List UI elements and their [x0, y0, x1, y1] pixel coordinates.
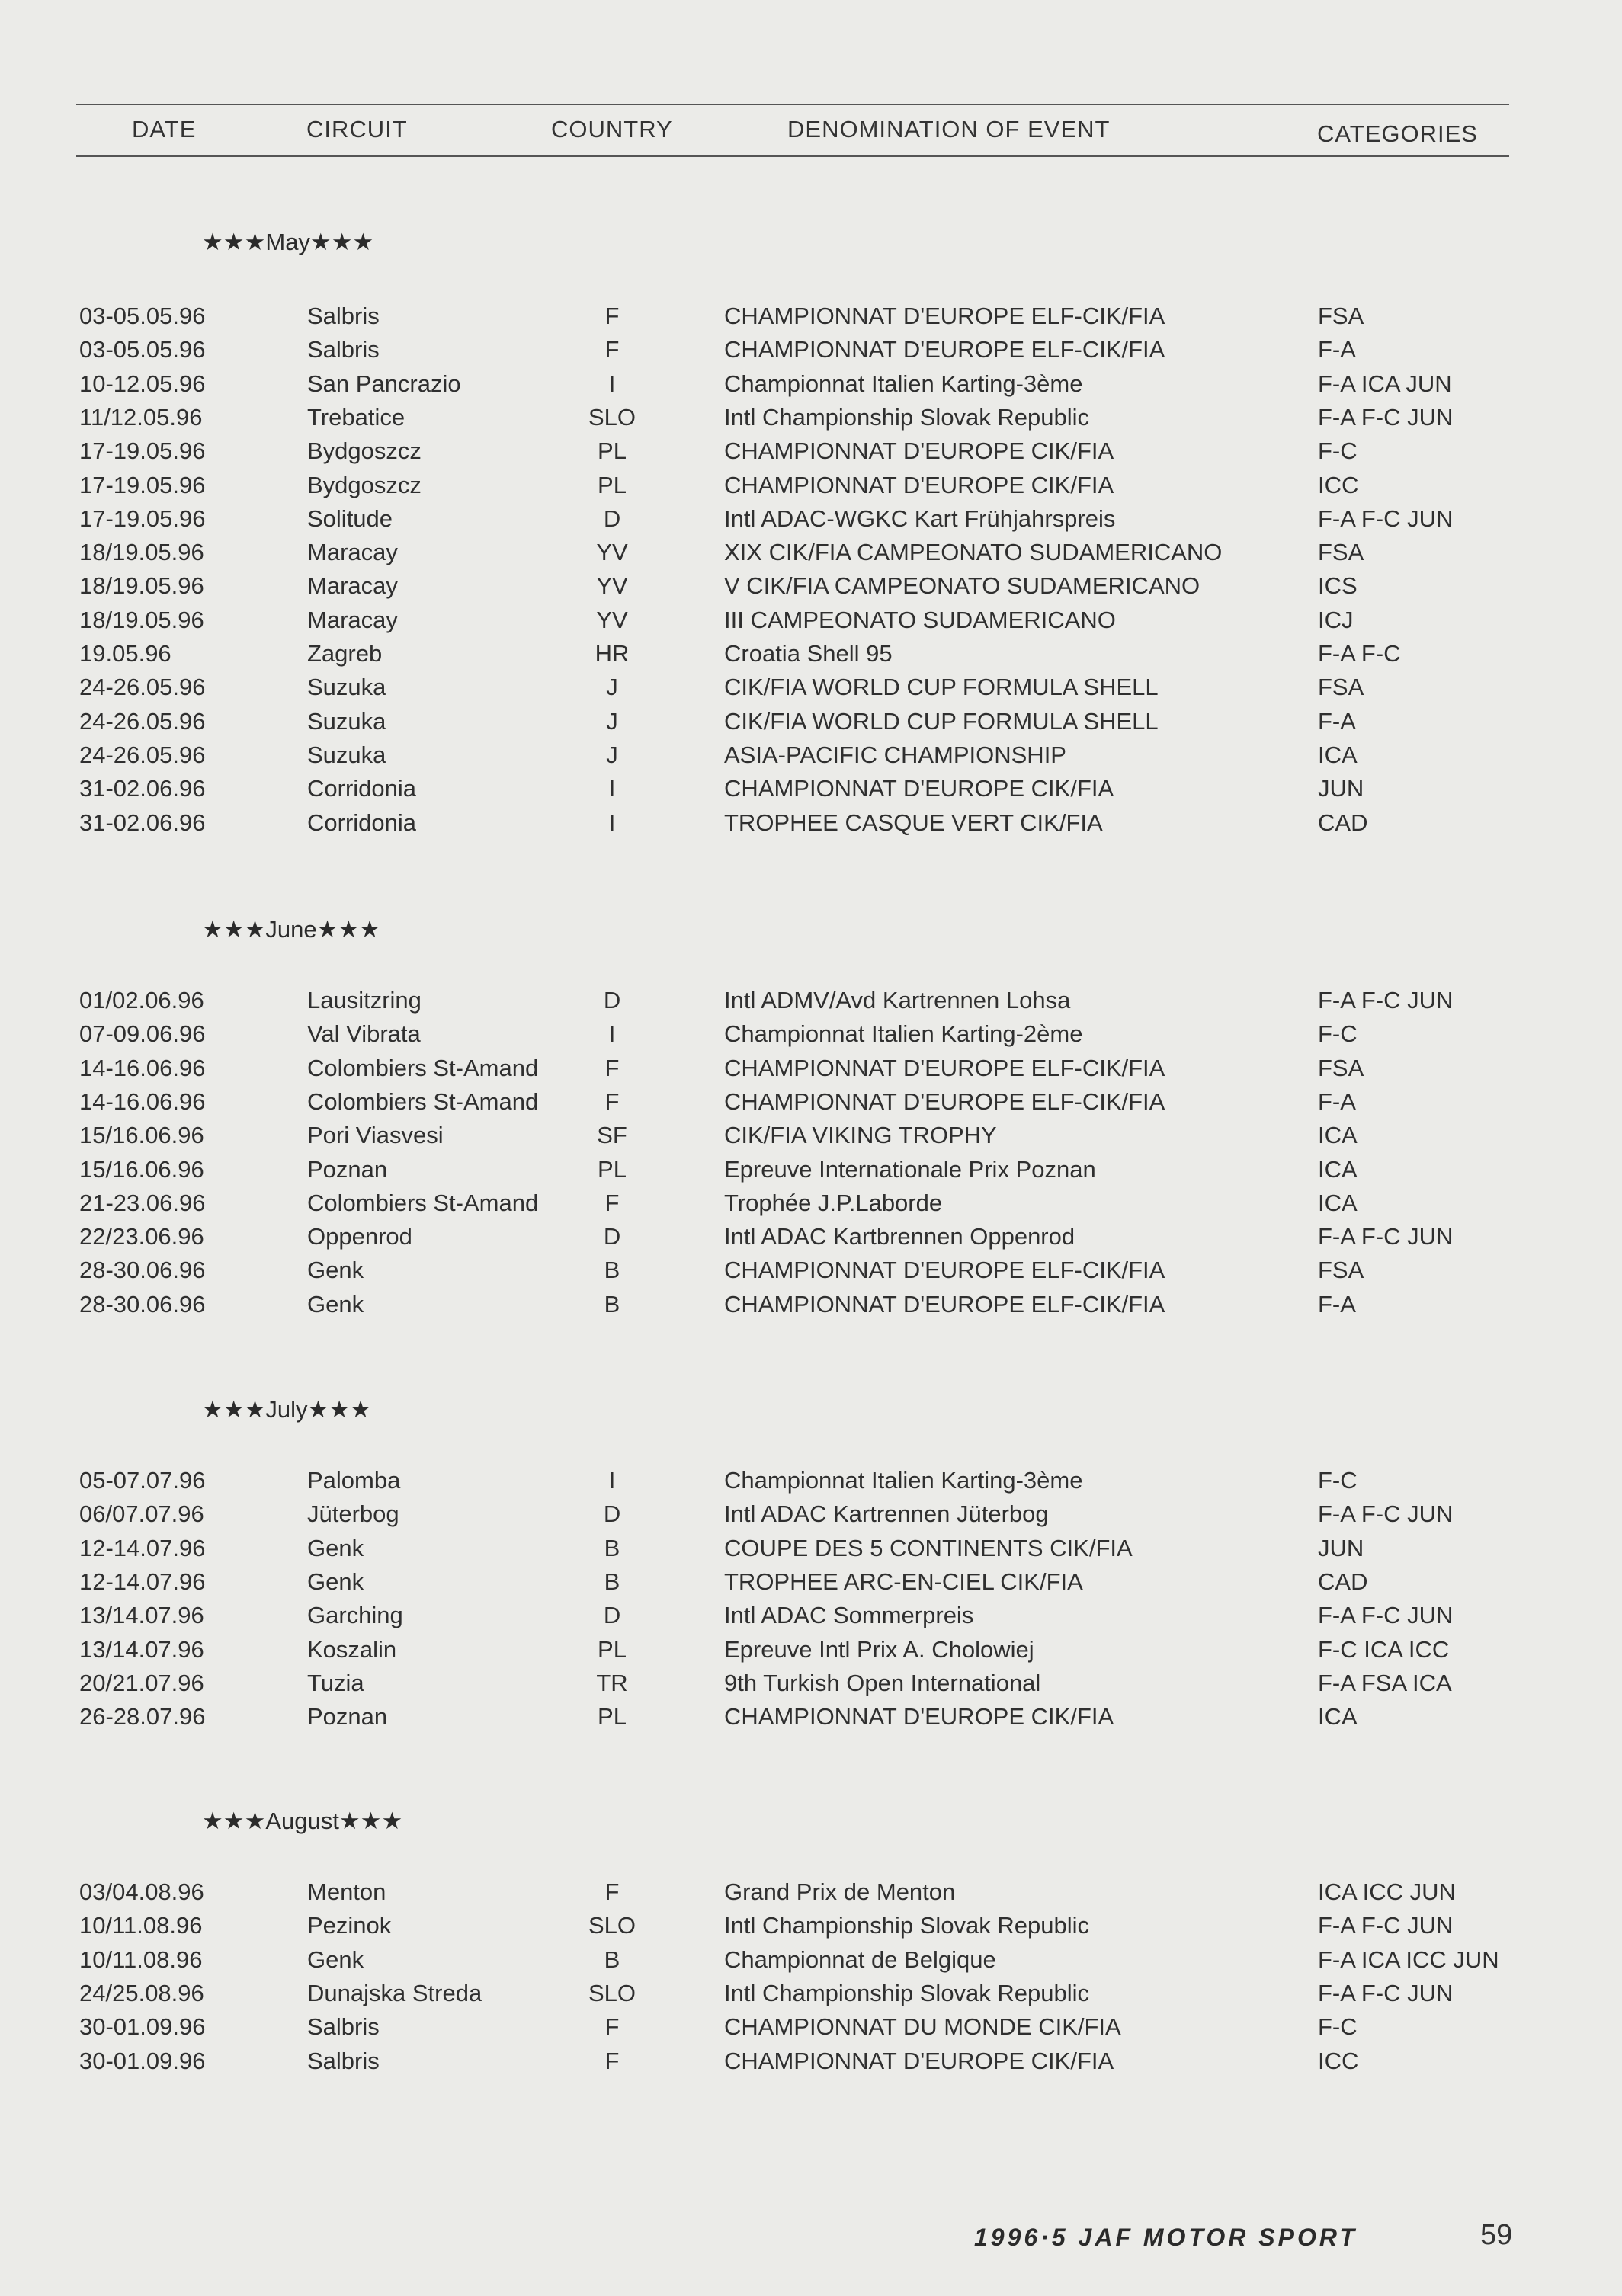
cell-event: Intl Championship Slovak Republic	[724, 1912, 1090, 1939]
cell-event: Grand Prix de Menton	[724, 1878, 956, 1905]
table-row: 30-01.09.96 Salbris F CHAMPIONNAT DU MONDE CIK/FIA F-C	[79, 2013, 1358, 2040]
table-row: 18/19.05.96 Maracay YV XIX CIK/FIA CAMPEONATO SUDAMERICANO FSA	[79, 539, 1364, 565]
cell-event: Championnat de Belgique	[724, 1946, 996, 1973]
cell-circuit: Genk	[307, 1535, 364, 1561]
cell-circuit: Maracay	[307, 572, 398, 599]
cell-date: 24-26.05.96	[79, 674, 206, 700]
cell-date: 21-23.06.96	[79, 1190, 206, 1216]
cell-event: Trophée J.P.Laborde	[724, 1190, 943, 1216]
cell-event: Championnat Italien Karting-2ème	[724, 1020, 1083, 1047]
cell-event: Intl ADAC Kartbrennen Oppenrod	[724, 1223, 1075, 1250]
cell-event: Epreuve Internationale Prix Poznan	[724, 1156, 1096, 1183]
footer-title: 1996·5 JAF MOTOR SPORT	[974, 2224, 1358, 2251]
cell-event: ASIA-PACIFIC CHAMPIONSHIP	[724, 741, 1066, 768]
cell-date: 06/07.07.96	[79, 1500, 204, 1527]
table-row: 28-30.06.96 Genk B CHAMPIONNAT D'EUROPE ELF-CIK/FIA FSA	[79, 1257, 1364, 1283]
cell-categories: F-A F-C JUN	[1318, 1223, 1454, 1250]
table-row: 15/16.06.96 Poznan PL Epreuve Internationale Prix Poznan ICA	[79, 1156, 1358, 1183]
cell-event: CHAMPIONNAT D'EUROPE CIK/FIA	[724, 472, 1114, 498]
cell-circuit: Dunajska Streda	[307, 1980, 482, 2006]
cell-event: TROPHEE CASQUE VERT CIK/FIA	[724, 809, 1103, 836]
column-header-country: COUNTRY	[551, 116, 673, 142]
cell-categories: FSA	[1318, 674, 1364, 700]
cell-date: 28-30.06.96	[79, 1257, 206, 1283]
cell-date: 17-19.05.96	[79, 505, 206, 532]
cell-circuit: Trebatice	[307, 404, 406, 431]
table-row: 17-19.05.96 Bydgoszcz PL CHAMPIONNAT D'EUROPE CIK/FIA ICC	[79, 472, 1359, 498]
cell-date: 17-19.05.96	[79, 472, 206, 498]
cell-event: III CAMPEONATO SUDAMERICANO	[724, 607, 1116, 633]
cell-circuit: Pezinok	[307, 1912, 392, 1939]
cell-event: Croatia Shell 95	[724, 640, 893, 667]
cell-date: 18/19.05.96	[79, 539, 204, 565]
cell-event: CIK/FIA VIKING TROPHY	[724, 1122, 997, 1148]
table-row: 03/04.08.96 Menton F Grand Prix de Menton ICA ICC JUN	[79, 1878, 1456, 1905]
table-row: 13/14.07.96 Koszalin PL Epreuve Intl Prix A. Cholowiej F-C ICA ICC	[79, 1636, 1450, 1663]
cell-circuit: Maracay	[307, 539, 398, 565]
table-row: 21-23.06.96 Colombiers St-Amand F Trophée J.P.Laborde ICA	[79, 1190, 1358, 1216]
cell-circuit: Bydgoszcz	[307, 472, 422, 498]
column-header-circuit: CIRCUIT	[306, 116, 408, 142]
cell-date: 01/02.06.96	[79, 987, 204, 1014]
cell-event: Intl ADMV/Avd Kartrennen Lohsa	[724, 987, 1071, 1014]
cell-categories: ICA	[1318, 1190, 1358, 1216]
cell-circuit: Tuzia	[307, 1670, 364, 1696]
table-row: 14-16.06.96 Colombiers St-Amand F CHAMPIONNAT D'EUROPE ELF-CIK/FIA FSA	[79, 1055, 1364, 1081]
cell-categories: F-C	[1318, 437, 1358, 464]
table-row: 06/07.07.96 Jüterbog D Intl ADAC Kartrennen Jüterbog F-A F-C JUN	[79, 1500, 1454, 1527]
cell-circuit: Lausitzring	[307, 987, 422, 1014]
cell-date: 05-07.07.96	[79, 1467, 206, 1494]
cell-circuit: Val Vibrata	[307, 1020, 421, 1047]
cell-circuit: Solitude	[307, 505, 393, 532]
cell-circuit: Suzuka	[307, 674, 386, 700]
table-row: 30-01.09.96 Salbris F CHAMPIONNAT D'EUROPE CIK/FIA ICC	[79, 2048, 1359, 2074]
cell-event: CIK/FIA WORLD CUP FORMULA SHELL	[724, 708, 1159, 735]
table-row: 19.05.96 Zagreb HR Croatia Shell 95 F-A F-C	[79, 640, 1401, 667]
table-row: 11/12.05.96 Trebatice SLO Intl Championship Slovak Republic F-A F-C JUN	[79, 404, 1454, 431]
cell-date: 03-05.05.96	[79, 303, 206, 329]
cell-date: 12-14.07.96	[79, 1535, 206, 1561]
cell-circuit: Salbris	[307, 336, 380, 363]
cell-date: 26-28.07.96	[79, 1703, 206, 1730]
cell-categories: F-A F-C JUN	[1318, 1912, 1454, 1939]
table-row: 17-19.05.96 Bydgoszcz PL CHAMPIONNAT D'EUROPE CIK/FIA F-C	[79, 437, 1358, 464]
cell-categories: FSA	[1318, 303, 1364, 329]
cell-circuit: Poznan	[307, 1156, 388, 1183]
cell-circuit: Pori Viasvesi	[307, 1122, 444, 1148]
cell-categories: ICA	[1318, 1156, 1358, 1183]
cell-categories: F-A F-C JUN	[1318, 505, 1454, 532]
cell-date: 10/11.08.96	[79, 1946, 203, 1973]
cell-circuit: Genk	[307, 1946, 364, 1973]
cell-categories: FSA	[1318, 539, 1364, 565]
month-heading: ★★★June★★★	[202, 916, 380, 943]
cell-circuit: Jüterbog	[307, 1500, 399, 1527]
cell-categories: F-A	[1318, 708, 1356, 735]
cell-categories: F-A F-C JUN	[1318, 1500, 1454, 1527]
table-row: 20/21.07.96 Tuzia TR 9th Turkish Open International F-A FSA ICA	[79, 1670, 1452, 1696]
cell-event: CHAMPIONNAT D'EUROPE ELF-CIK/FIA	[724, 1257, 1165, 1283]
cell-event: CHAMPIONNAT D'EUROPE ELF-CIK/FIA	[724, 1055, 1165, 1081]
cell-date: 11/12.05.96	[79, 404, 203, 431]
table-row: 24-26.05.96 Suzuka J CIK/FIA WORLD CUP FORMULA SHELL F-A	[79, 708, 1356, 735]
cell-date: 24-26.05.96	[79, 708, 206, 735]
cell-event: Intl ADAC Sommerpreis	[724, 1602, 974, 1628]
cell-categories: F-A ICA JUN	[1318, 370, 1452, 397]
cell-categories: ICC	[1318, 2048, 1359, 2074]
cell-event: Championnat Italien Karting-3ème	[724, 370, 1083, 397]
cell-event: Intl ADAC Kartrennen Jüterbog	[724, 1500, 1049, 1527]
cell-categories: F-A F-C JUN	[1318, 404, 1454, 431]
cell-event: CHAMPIONNAT D'EUROPE ELF-CIK/FIA	[724, 1088, 1165, 1115]
table-row: 13/14.07.96 Garching D Intl ADAC Sommerpreis F-A F-C JUN	[79, 1602, 1454, 1628]
table-row: 01/02.06.96 Lausitzring D Intl ADMV/Avd Kartrennen Lohsa F-A F-C JUN	[79, 987, 1454, 1014]
cell-categories: F-A F-C JUN	[1318, 987, 1454, 1014]
cell-event: CHAMPIONNAT D'EUROPE CIK/FIA	[724, 775, 1114, 802]
table-row: 03-05.05.96 Salbris F CHAMPIONNAT D'EUROPE ELF-CIK/FIA FSA	[79, 303, 1364, 329]
cell-date: 12-14.07.96	[79, 1568, 206, 1595]
cell-circuit: Zagreb	[307, 640, 383, 667]
cell-circuit: Genk	[307, 1291, 364, 1318]
cell-categories: F-A	[1318, 1291, 1356, 1318]
cell-circuit: Colombiers St-Amand	[307, 1088, 539, 1115]
month-heading: ★★★May★★★	[202, 229, 374, 255]
cell-categories: ICA	[1318, 1703, 1358, 1730]
table-row: 24-26.05.96 Suzuka J CIK/FIA WORLD CUP FORMULA SHELL FSA	[79, 674, 1364, 700]
table-row: 10-12.05.96 San Pancrazio I Championnat Italien Karting-3ème F-A ICA JUN	[79, 370, 1452, 397]
cell-event: CHAMPIONNAT D'EUROPE CIK/FIA	[724, 437, 1114, 464]
header-rule-bottom	[76, 155, 1509, 157]
cell-event: TROPHEE ARC-EN-CIEL CIK/FIA	[724, 1568, 1083, 1595]
table-row: 14-16.06.96 Colombiers St-Amand F CHAMPIONNAT D'EUROPE ELF-CIK/FIA F-A	[79, 1088, 1356, 1115]
cell-circuit: Poznan	[307, 1703, 388, 1730]
cell-categories: JUN	[1318, 1535, 1364, 1561]
cell-circuit: Garching	[307, 1602, 403, 1628]
cell-categories: F-A F-C JUN	[1318, 1980, 1454, 2006]
cell-categories: ICA ICC JUN	[1318, 1878, 1456, 1905]
cell-categories: F-A ICA ICC JUN	[1318, 1946, 1499, 1973]
table-row: 15/16.06.96 Pori Viasvesi SF CIK/FIA VIKING TROPHY ICA	[79, 1122, 1358, 1148]
cell-date: 24-26.05.96	[79, 741, 206, 768]
table-row: 12-14.07.96 Genk B TROPHEE ARC-EN-CIEL CIK/FIA CAD	[79, 1568, 1368, 1595]
cell-date: 13/14.07.96	[79, 1636, 204, 1663]
cell-categories: F-A	[1318, 336, 1356, 363]
cell-categories: ICC	[1318, 472, 1359, 498]
cell-circuit: Salbris	[307, 2048, 380, 2074]
cell-circuit: Suzuka	[307, 741, 386, 768]
cell-circuit: Bydgoszcz	[307, 437, 422, 464]
cell-date: 03/04.08.96	[79, 1878, 204, 1905]
cell-circuit: Colombiers St-Amand	[307, 1190, 539, 1216]
month-heading: ★★★July★★★	[202, 1396, 371, 1423]
cell-circuit: Suzuka	[307, 708, 386, 735]
cell-date: 18/19.05.96	[79, 572, 204, 599]
table-row: 22/23.06.96 Oppenrod D Intl ADAC Kartbrennen Oppenrod F-A F-C JUN	[79, 1223, 1454, 1250]
cell-event: 9th Turkish Open International	[724, 1670, 1041, 1696]
cell-categories: F-A F-C	[1318, 640, 1401, 667]
table-row: 24/25.08.96 Dunajska Streda SLO Intl Championship Slovak Republic F-A F-C JUN	[79, 1980, 1454, 2006]
cell-categories: CAD	[1318, 1568, 1368, 1595]
column-header-event: DENOMINATION OF EVENT	[787, 116, 1111, 142]
cell-event: Championnat Italien Karting-3ème	[724, 1467, 1083, 1494]
column-header-categories: CATEGORIES	[1317, 120, 1478, 147]
cell-date: 30-01.09.96	[79, 2048, 206, 2074]
cell-categories: F-A	[1318, 1088, 1356, 1115]
cell-date: 30-01.09.96	[79, 2013, 206, 2040]
table-row: 28-30.06.96 Genk B CHAMPIONNAT D'EUROPE ELF-CIK/FIA F-A	[79, 1291, 1356, 1318]
cell-event: V CIK/FIA CAMPEONATO SUDAMERICANO	[724, 572, 1200, 599]
header-rule-top	[76, 104, 1509, 105]
cell-categories: FSA	[1318, 1257, 1364, 1283]
table-row: 07-09.06.96 Val Vibrata I Championnat Italien Karting-2ème F-C	[79, 1020, 1358, 1047]
cell-circuit: Maracay	[307, 607, 398, 633]
cell-event: CHAMPIONNAT D'EUROPE ELF-CIK/FIA	[724, 303, 1165, 329]
table-row: 10/11.08.96 Genk B Championnat de Belgique F-A ICA ICC JUN	[79, 1946, 1499, 1973]
cell-categories: F-C	[1318, 2013, 1358, 2040]
cell-date: 14-16.06.96	[79, 1055, 206, 1081]
cell-event: CHAMPIONNAT D'EUROPE CIK/FIA	[724, 1703, 1114, 1730]
cell-categories: CAD	[1318, 809, 1368, 836]
cell-circuit: Palomba	[307, 1467, 401, 1494]
cell-event: Intl ADAC-WGKC Kart Frühjahrspreis	[724, 505, 1116, 532]
cell-circuit: Genk	[307, 1257, 364, 1283]
cell-circuit: Corridonia	[307, 809, 417, 836]
cell-event: Intl Championship Slovak Republic	[724, 1980, 1090, 2006]
table-row: 31-02.06.96 Corridonia I CHAMPIONNAT D'EUROPE CIK/FIA JUN	[79, 775, 1364, 802]
table-row: 24-26.05.96 Suzuka J ASIA-PACIFIC CHAMPIONSHIP ICA	[79, 741, 1358, 768]
cell-categories: JUN	[1318, 775, 1364, 802]
cell-event: CHAMPIONNAT D'EUROPE ELF-CIK/FIA	[724, 1291, 1165, 1318]
table-row: 12-14.07.96 Genk B COUPE DES 5 CONTINENTS CIK/FIA JUN	[79, 1535, 1364, 1561]
cell-event: CHAMPIONNAT D'EUROPE ELF-CIK/FIA	[724, 336, 1165, 363]
table-row: 17-19.05.96 Solitude D Intl ADAC-WGKC Kart Frühjahrspreis F-A F-C JUN	[79, 505, 1454, 532]
cell-circuit: Corridonia	[307, 775, 417, 802]
cell-categories: F-A F-C JUN	[1318, 1602, 1454, 1628]
cell-date: 14-16.06.96	[79, 1088, 206, 1115]
cell-event: CHAMPIONNAT DU MONDE CIK/FIA	[724, 2013, 1121, 2040]
cell-circuit: Salbris	[307, 2013, 380, 2040]
cell-date: 07-09.06.96	[79, 1020, 206, 1047]
cell-categories: F-C	[1318, 1020, 1358, 1047]
cell-event: COUPE DES 5 CONTINENTS CIK/FIA	[724, 1535, 1133, 1561]
cell-date: 15/16.06.96	[79, 1156, 204, 1183]
cell-date: 17-19.05.96	[79, 437, 206, 464]
page-number: 59	[1480, 2219, 1513, 2251]
table-row: 10/11.08.96 Pezinok SLO Intl Championship Slovak Republic F-A F-C JUN	[79, 1912, 1454, 1939]
cell-date: 15/16.06.96	[79, 1122, 204, 1148]
table-row: 18/19.05.96 Maracay YV V CIK/FIA CAMPEONATO SUDAMERICANO ICS	[79, 572, 1358, 599]
cell-date: 31-02.06.96	[79, 809, 206, 836]
cell-circuit: Colombiers St-Amand	[307, 1055, 539, 1081]
table-row: 31-02.06.96 Corridonia I TROPHEE CASQUE VERT CIK/FIA CAD	[79, 809, 1368, 836]
cell-date: 10/11.08.96	[79, 1912, 203, 1939]
cell-circuit: San Pancrazio	[307, 370, 461, 397]
cell-categories: F-C	[1318, 1467, 1358, 1494]
cell-categories: F-A FSA ICA	[1318, 1670, 1452, 1696]
cell-circuit: Koszalin	[307, 1636, 397, 1663]
month-heading: ★★★August★★★	[202, 1808, 403, 1834]
cell-date: 03-05.05.96	[79, 336, 206, 363]
cell-date: 19.05.96	[79, 640, 171, 667]
column-header-date: DATE	[132, 116, 197, 142]
table-row: 03-05.05.96 Salbris F CHAMPIONNAT D'EUROPE ELF-CIK/FIA F-A	[79, 336, 1356, 363]
cell-circuit: Genk	[307, 1568, 364, 1595]
cell-date: 20/21.07.96	[79, 1670, 204, 1696]
cell-date: 18/19.05.96	[79, 607, 204, 633]
cell-categories: ICJ	[1318, 607, 1354, 633]
cell-circuit: Oppenrod	[307, 1223, 412, 1250]
cell-categories: ICS	[1318, 572, 1358, 599]
cell-event: CHAMPIONNAT D'EUROPE CIK/FIA	[724, 2048, 1114, 2074]
cell-date: 13/14.07.96	[79, 1602, 204, 1628]
cell-event: XIX CIK/FIA CAMPEONATO SUDAMERICANO	[724, 539, 1223, 565]
cell-date: 31-02.06.96	[79, 775, 206, 802]
cell-date: 22/23.06.96	[79, 1223, 204, 1250]
cell-categories: ICA	[1318, 1122, 1358, 1148]
cell-circuit: Menton	[307, 1878, 386, 1905]
cell-categories: ICA	[1318, 741, 1358, 768]
cell-date: 24/25.08.96	[79, 1980, 204, 2006]
cell-event: CIK/FIA WORLD CUP FORMULA SHELL	[724, 674, 1159, 700]
table-row: 18/19.05.96 Maracay YV III CAMPEONATO SUDAMERICANO ICJ	[79, 607, 1354, 633]
cell-categories: FSA	[1318, 1055, 1364, 1081]
table-row: 26-28.07.96 Poznan PL CHAMPIONNAT D'EUROPE CIK/FIA ICA	[79, 1703, 1358, 1730]
cell-date: 28-30.06.96	[79, 1291, 206, 1318]
cell-event: Intl Championship Slovak Republic	[724, 404, 1090, 431]
cell-event: Epreuve Intl Prix A. Cholowiej	[724, 1636, 1034, 1663]
cell-date: 10-12.05.96	[79, 370, 206, 397]
cell-circuit: Salbris	[307, 303, 380, 329]
table-row: 05-07.07.96 Palomba I Championnat Italien Karting-3ème F-C	[79, 1467, 1358, 1494]
cell-categories: F-C ICA ICC	[1318, 1636, 1450, 1663]
